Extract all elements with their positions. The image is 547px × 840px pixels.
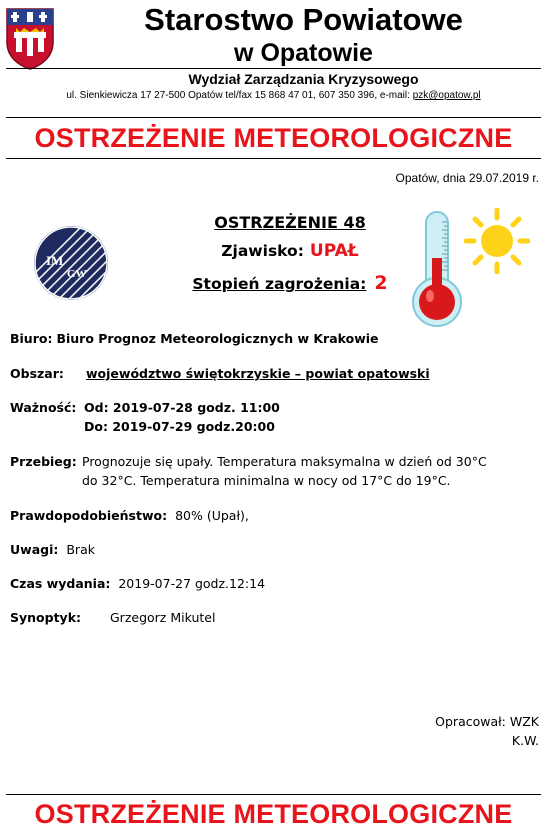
- header-divider: [6, 68, 541, 69]
- imgw-logo-icon: [33, 225, 109, 301]
- remarks-value: Brak: [66, 542, 95, 557]
- phenomenon-label: Zjawisko:: [221, 242, 304, 260]
- contact-address: [0, 89, 547, 102]
- banner-title-bottom: OSTRZEŻENIE METEOROLOGICZNE: [6, 794, 541, 840]
- forecaster-label: Synoptyk:: [10, 610, 82, 625]
- prepared-by-line-1: Opracował: WZK: [435, 714, 539, 729]
- coat-of-arms-icon: [4, 6, 56, 70]
- department-name: Wydział Zarządzania Kryzysowego: [188, 71, 419, 87]
- warning-level: [140, 272, 440, 295]
- organization-name: Starostwo Powiatowe: [144, 2, 463, 37]
- warning-title: OSTRZEŻENIE 48: [214, 213, 366, 232]
- remarks-row: [10, 542, 95, 558]
- address-text: ul. Sienkiewicza 17 27-500 Opatów tel/fax 15 868 47 01, 607 350 396, e-mail:: [66, 90, 410, 101]
- banner-title: OSTRZEŻENIE METEOROLOGICZNE: [6, 117, 541, 159]
- validity-label: Ważność:: [10, 400, 77, 415]
- level-label: Stopień zagrożenia:: [192, 275, 367, 293]
- sun-icon: [464, 208, 530, 274]
- valid-to: Do: 2019-07-29 godz.20:00: [84, 419, 275, 434]
- office-value: Biuro Prognoz Meteorologicznych w Krakowie: [56, 331, 379, 346]
- logo-text-bottom: GW: [67, 268, 87, 280]
- issued-label: Czas wydania:: [10, 576, 111, 591]
- prepared-by-line-2: K.W.: [511, 733, 539, 748]
- issued-value: 2019-07-27 godz.12:14: [118, 576, 266, 591]
- probability-label: Prawdopodobieństwo:: [10, 508, 168, 523]
- probability-row: [10, 508, 249, 524]
- issue-date: Opatów, dnia 29.07.2019 r.: [395, 171, 539, 185]
- probability-value: 80% (Upał),: [175, 508, 249, 523]
- course-label: Przebieg:: [10, 454, 77, 469]
- level-value: 2: [374, 272, 388, 294]
- forecaster-value: Grzegorz Mikutel: [110, 610, 216, 625]
- valid-from: Od: 2019-07-28 godz. 11:00: [84, 400, 280, 415]
- issued-row: [10, 576, 265, 592]
- phenomenon-value: UPAŁ: [309, 241, 359, 261]
- area-value: województwo świętokrzyskie – powiat opatowski: [86, 366, 430, 381]
- office-row: [10, 331, 379, 347]
- warning-phenomenon: [140, 240, 440, 262]
- remarks-label: Uwagi:: [10, 542, 59, 557]
- area-label: Obszar:: [10, 366, 64, 381]
- organization-location: w Opatowie: [234, 39, 373, 67]
- office-label: Biuro:: [10, 331, 53, 346]
- course-line-2: do 32°C. Temperatura minimalna w nocy od 17°C do 19°C.: [82, 473, 451, 488]
- course-line-1: Prognozuje się upały. Temperatura maksymalna w dzień od 30°C: [82, 454, 487, 469]
- logo-text-top: IM: [46, 253, 64, 268]
- email-link[interactable]: pzk@opatow.pl: [412, 90, 481, 101]
- thermometer-icon: [408, 210, 468, 328]
